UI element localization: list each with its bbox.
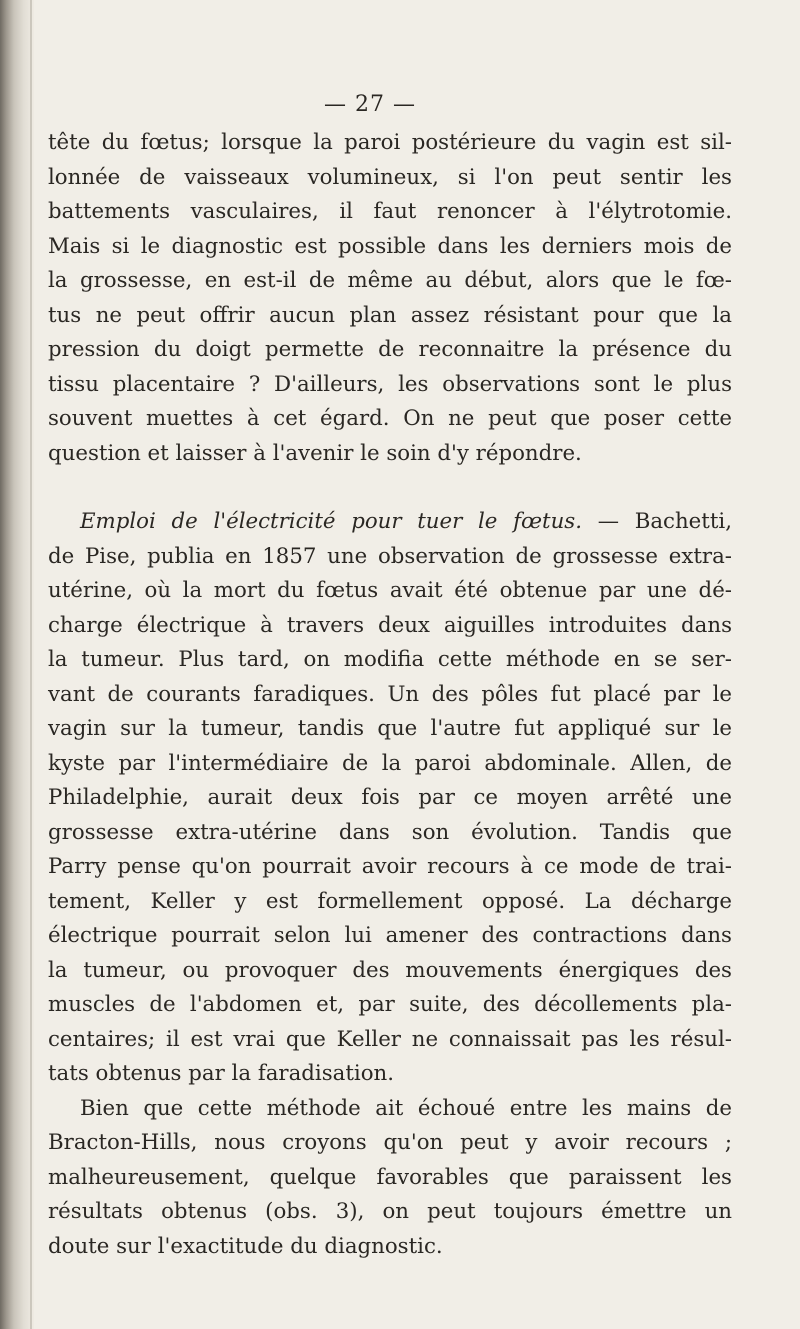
text-line: tus ne peut offrir aucun plan assez résistant pour que la [48,302,732,328]
section-heading-line [48,505,732,540]
text-line: charge électrique à travers deux aiguilles introduites dans [48,612,732,638]
page-body [48,126,732,1264]
text-line: résultats obtenus (obs. 3), on peut toujours émettre un [48,1199,732,1224]
text-line: lonnée de vaisseaux volumineux, si l'on peut sentir les [48,164,732,190]
text-line: utérine, où la mort du fœtus avait été obtenue par une dé- [48,578,732,603]
paragraph-gap [48,471,732,505]
text-line: tats obtenus par la faradisation. [48,1061,395,1086]
book-spine-shadow [0,0,34,1329]
text-line: muscles de l'abdomen et, par suite, des décollements pla- [48,992,732,1017]
text-line: vagin sur la tumeur, tandis que l'autre fut appliqué sur le [48,716,732,741]
text-line: kyste par l'intermédiaire de la paroi abdominale. Allen, de [48,750,732,776]
text-line: malheureusement, quelque favorables que paraissent les [48,1164,732,1190]
text-line: Bien que cette méthode ait échoué entre les mains de [80,1095,732,1121]
page-edge [30,0,32,1329]
text-line: la tumeur. Plus tard, on modifia cette méthode en se ser- [48,647,732,672]
paragraph-2 [48,505,732,1092]
text-line: grossesse extra-utérine dans son évolution. Tandis que [48,819,732,845]
text-line: doute sur l'exactitude du diagnostic. [48,1233,443,1259]
text-line: tête du fœtus; lorsque la paroi postérieure du vagin est sil- [48,130,732,155]
text-line: Bracton-Hills, nous croyons qu'on peut y avoir recours ; [48,1130,732,1155]
page-number: — 27 — [324,92,416,117]
paragraph-1 [48,126,732,471]
section-heading: Emploi de l'électricité pour tuer le fœtus. [80,509,583,534]
text-line: pression du doigt permette de reconnaitre la présence du [48,337,732,362]
text-line: souvent muettes à cet égard. On ne peut que poser cette [48,406,732,431]
text-line: Philadelphie, aurait deux fois par ce moyen arrêté une [48,785,732,810]
text-line: la tumeur, ou provoquer des mouvements énergiques des [48,957,732,983]
text-line: la grossesse, en est-il de même au début, alors que le fœ- [48,268,732,293]
text-line: vant de courants faradiques. Un des pôles fut placé par le [48,681,732,707]
paragraph-3 [48,1092,732,1265]
text-line: Parry pense qu'on pourrait avoir recours à ce mode de trai- [48,854,732,879]
text-line: question et laisser à l'avenir le soin d'y répondre. [48,440,582,466]
heading-line-rest: — Bachetti, [582,509,732,534]
text-line: battements vasculaires, il faut renoncer à l'élytrotomie. [48,199,732,224]
text-line: tissu placentaire ? D'ailleurs, les observations sont le plus [48,371,732,397]
text-line: Mais si le diagnostic est possible dans les derniers mois de [48,233,732,259]
text-line: électrique pourrait selon lui amener des contractions dans [48,923,732,948]
text-line: de Pise, publia en 1857 une observation de grossesse extra- [48,543,732,569]
text-line: centaires; il est vrai que Keller ne connaissait pas les résul- [48,1026,732,1052]
text-line: tement, Keller y est formellement opposé. La décharge [48,888,732,914]
